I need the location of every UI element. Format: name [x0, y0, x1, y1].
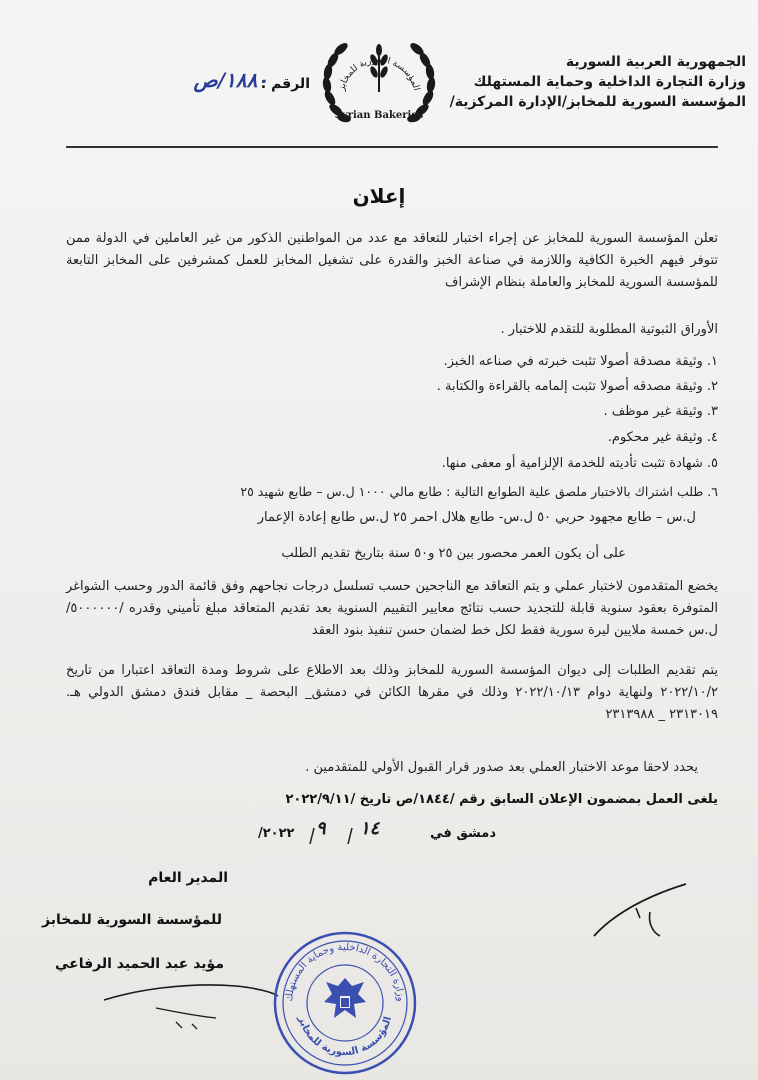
handwritten-signature: [96, 972, 286, 1032]
approval-scribble: [590, 878, 690, 948]
cancellation-note: يلغى العمل بمضمون الإعلان السابق رقم /١٨٤٤/ص تاريخ /٢٠٢٢/٩/١١: [285, 792, 718, 807]
doc-item-continued: ل.س – طابع مجهود حربي ٥٠ ل.س- طابع هلال احمر ٢٥ ل.س طابع إعادة الإعمار: [257, 510, 696, 525]
date-year: ٢٠٢٢/: [258, 826, 295, 841]
signatory-name: مؤيد عبد الحميد الرفاعي: [54, 956, 224, 972]
exam-date-note: يحدد لاحقا موعد الاختبار العملي بعد صدور قرار القبول الأولي للمتقدمين .: [305, 760, 698, 775]
docs-heading: الأوراق الثبوتية المطلوبة للتقدم للاختبار .: [500, 322, 718, 337]
official-stamp: [270, 928, 420, 1078]
announcement-title: إعلان: [352, 184, 406, 208]
date-day-handwritten: ١٤: [360, 818, 380, 839]
place-date-label: دمشق في: [430, 826, 496, 841]
letterhead-ministry: وزارة التجارة الداخلية وحماية المستهلك: [473, 74, 746, 90]
letterhead-organization: المؤسسة السورية للمخابز/الإدارة المركزية/: [449, 94, 746, 110]
doc-item: ٦. طلب اشتراك بالاختبار ملصق علية الطوابع التالية : طابع مالي ١٠٠٠ ل.س – طابع شهيد ٢٥: [240, 484, 718, 499]
doc-item: ٢. وثيقة مصدقه أصولا تثبت إلمامه بالقراءة والكتابة .: [436, 379, 718, 394]
age-note: على أن يكون العمر محصور بين ٢٥ و٥٠ سنة بتاريخ تقديم الطلب: [281, 546, 626, 561]
logo-english-text: Syrian Bakeries: [334, 110, 424, 121]
doc-item: ٣. وثيقة غير موظف .: [603, 404, 718, 419]
logo-arabic-text: المؤسسة السورية للمخابز: [336, 55, 422, 92]
date-month-handwritten: ٩: [316, 818, 326, 839]
stamp-bottom-text: المؤسسة السورية للمخابز: [295, 1015, 394, 1059]
reference-value-handwritten: ١٨٨٠/ص: [193, 68, 268, 92]
doc-item: ٤. وثيقة غير محكوم.: [607, 430, 718, 445]
intro-paragraph: تعلن المؤسسة السورية للمخابز عن إجراء اختبار للتعاقد مع عدد من المواطنين الذكور من غير العاملين في الدولة ممن تتوفر فيهم الخبرة الكافية واللازمة في صناعة الخبز والقدرة على تشغيل المخابز للعمل كمشرفين على المخابز التابعة للمؤسسة السورية للمخابز والعاملة بنظام الإشراف: [66, 231, 718, 290]
signatory-role: المدير العام: [148, 870, 228, 886]
exam-paragraph: يخضع المتقدمون لاختبار عملي و يتم التعاقد مع الناجحين حسب تسلسل درجات نجاحهم وفق قائمة الدور وحسب الشواغر المتوفرة بعقود سنوية قابلة للتجديد حسب نتائج معايير التقييم السنوية بعد تقديم المتعاقد مبلغ تأميني وقدره /٥٠٠٠٠٠٠/ ل.س خمسة ملايين ليرة سورية فقط لكل خط لضمان حسن تنفيذ بنود العقد: [66, 579, 718, 638]
signatory-organization: للمؤسسة السورية للمخابز: [42, 912, 222, 928]
eagle-emblem-icon: [324, 978, 366, 1018]
stamp-top-text: وزارة التجارة الداخلية وحماية المستهلك: [283, 941, 407, 1003]
reference-label: الرقم :: [260, 76, 310, 92]
application-paragraph: يتم تقديم الطلبات إلى ديوان المؤسسة السورية للمخابز وذلك بعد الاطلاع على شروط ومدة التعاقد اعتبارا من تاريخ ٢٠٢٢/١٠/٢ ولنهاية دوام ٢٠٢٢/١٠/١٣ وذلك في مقرها الكائن في دمشق_ البحصة _ مقابل فندق دمشق الدولي هـ. ٢٣١٣٠١٩ _ ٢٣١٣٩٨٨: [66, 663, 718, 722]
doc-item: ١. وثيقة مصدقة أصولا تثبت خبرته في صناعه الخبز.: [443, 354, 718, 369]
doc-item: ٥. شهادة تثبت تأديته للخدمة الإلزامية أو معفى منها.: [441, 456, 718, 471]
letterhead-country: الجمهورية العربية السورية: [565, 54, 746, 70]
date-slashes: [300, 826, 390, 846]
